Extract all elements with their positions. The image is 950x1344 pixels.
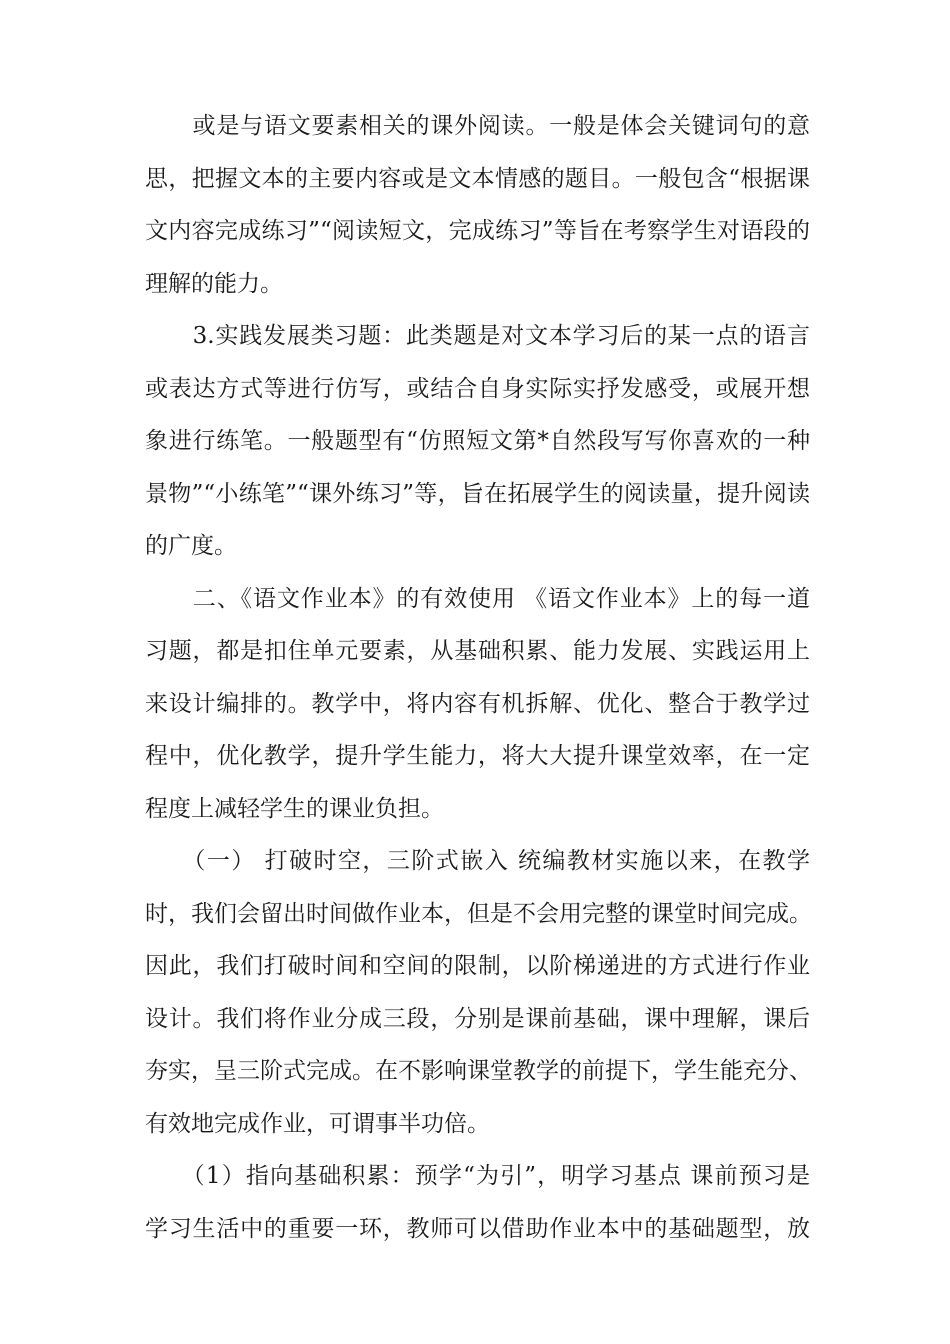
text-line: 或表达方式等进行仿写，或结合自身实际实抒发感受，或展开想 [145,375,810,402]
text-line: 理解的能力。 [145,270,283,297]
text-line: （1）指向基础积累：预学“为引”，明学习基点 课前预习是 [145,1163,810,1189]
text-line: 二、《语文作业本》的有效使用 《语文作业本》上的每一道 [145,585,810,612]
text-line: 3.实践发展类习题：此类题是对文本学习后的某一点的语言 [145,323,810,349]
text-line: 设计。我们将作业分成三段，分别是课前基础，课中理解，课后 [145,1005,810,1032]
text-line: 景物”“小练笔”“课外练习”等，旨在拓展学生的阅读量，提升阅读 [145,480,810,507]
text-line: 的广度。 [145,533,237,559]
text-line: 程中，优化教学，提升学生能力，将大大提升课堂效率，在一定 [145,743,810,769]
text-line: 来设计编排的。教学中，将内容有机拆解、优化、整合于教学过 [145,690,810,717]
text-line: （一） 打破时空，三阶式嵌入 统编教材实施以来，在教学 [145,848,810,874]
text-line: 因此，我们打破时间和空间的限制，以阶梯递进的方式进行作业 [145,953,810,979]
text-line: 夯实，呈三阶式完成。在不影响课堂教学的前提下，学生能充分、 [145,1058,812,1084]
document-page [145,100,810,1255]
text-line: 习题，都是扣住单元要素，从基础积累、能力发展、实践运用上 [145,638,810,664]
text-line: 学习生活中的重要一环，教师可以借助作业本中的基础题型，放 [145,1215,810,1242]
text-line: 程度上减轻学生的课业负担。 [145,795,444,822]
text-line: 或是与语文要素相关的课外阅读。一般是体会关键词句的意 [145,113,810,139]
text-line: 时，我们会留出时间做作业本，但是不会用完整的课堂时间完成。 [145,900,812,927]
text-line: 思，把握文本的主要内容或是文本情感的题目。一般包含“根据课 [145,165,810,192]
text-line: 象进行练笔。一般题型有“仿照短文第*自然段写写你喜欢的一种 [145,428,810,454]
text-line: 有效地完成作业，可谓事半功倍。 [145,1110,490,1137]
text-line: 文内容完成练习”“阅读短文，完成练习”等旨在考察学生对语段的 [145,218,810,244]
